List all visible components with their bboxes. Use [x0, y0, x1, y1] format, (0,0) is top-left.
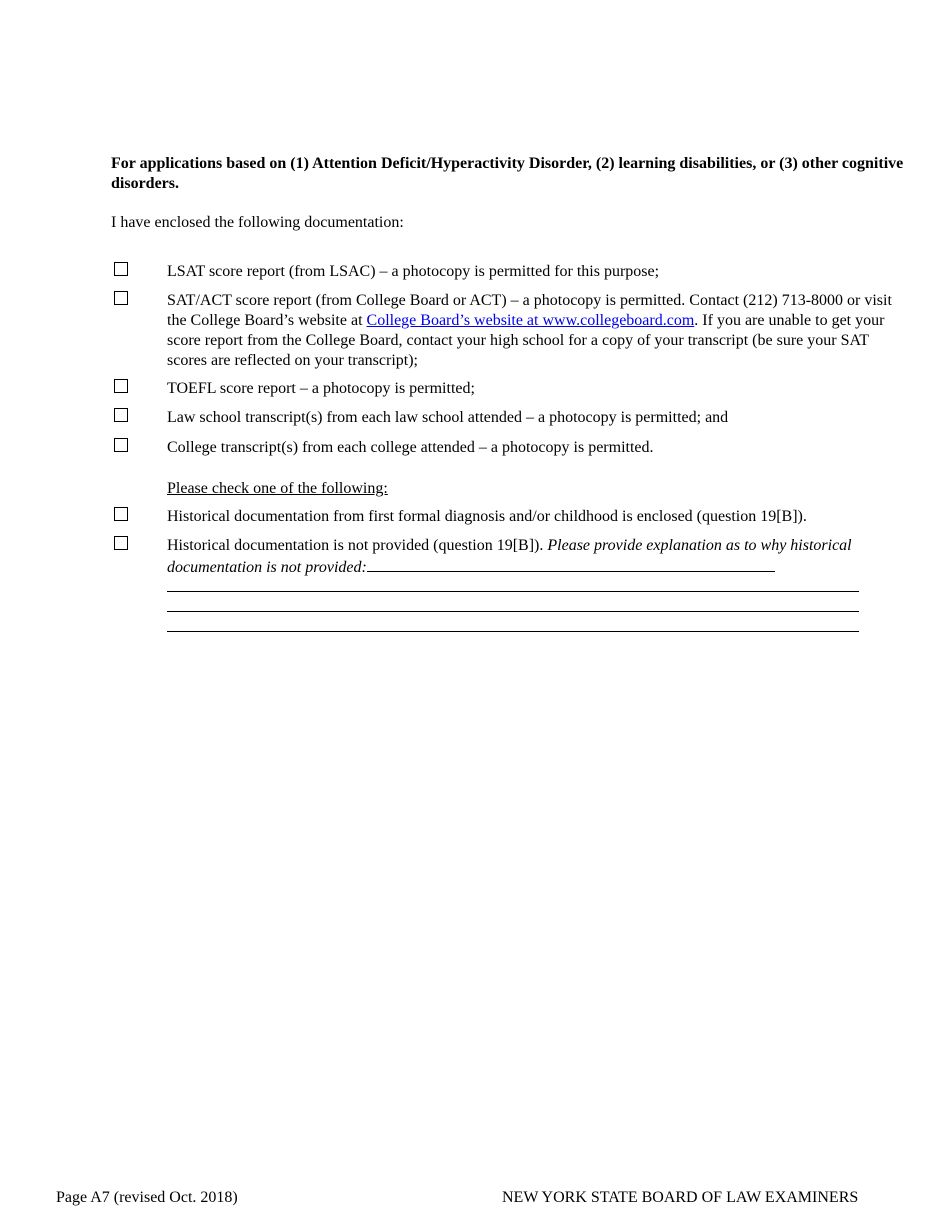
item-sat-act: [167, 291, 897, 371]
check-one-heading: Please check one of the following:: [167, 480, 388, 497]
footer-page-number: Page A7 (revised Oct. 2018): [56, 1189, 238, 1206]
item-college: College transcript(s) from each college attended – a photocopy is permitted.: [167, 439, 654, 456]
checkbox-historical-not-provided[interactable]: [114, 536, 128, 550]
explanation-prompt: Please provide explanation as to why historical documentation is not provided:: [167, 537, 852, 576]
sat-text-after-link: . If you are unable to get your score report from the College Board, contact your high school for a copy of your transcript (be sure your SAT scores are reflected on your transcript);: [167, 312, 885, 369]
explanation-line-4[interactable]: [167, 631, 859, 632]
explanation-line-2[interactable]: [167, 591, 859, 592]
checkbox-lsat[interactable]: [114, 262, 128, 276]
checkbox-sat-act[interactable]: [114, 291, 128, 305]
checkbox-college[interactable]: [114, 438, 128, 452]
explanation-line-3[interactable]: [167, 611, 859, 612]
checkbox-historical-enclosed[interactable]: [114, 507, 128, 521]
checkbox-toefl[interactable]: [114, 379, 128, 393]
intro-text: I have enclosed the following documentation:: [111, 214, 404, 231]
item-law-school: Law school transcript(s) from each law school attended – a photocopy is permitted; and: [167, 409, 729, 426]
item-toefl: TOEFL score report – a photocopy is permitted;: [167, 380, 475, 397]
sat-text-before-link: SAT/ACT score report (from College Board or ACT) – a photocopy is permitted. Contact (212) 713-8000 or visit the College Board’s website at: [167, 292, 892, 329]
not-provided-text: Historical documentation is not provided (question 19[B]).: [167, 537, 548, 554]
college-board-link[interactable]: College Board’s website at www.collegeboard.com: [366, 312, 695, 329]
item-lsat: LSAT score report (from LSAC) – a photocopy is permitted for this purpose;: [167, 263, 660, 280]
section-heading: For applications based on (1) Attention Deficit/Hyperactivity Disorder, (2) learning disabilities, or (3) other cognitive disorders.: [111, 155, 904, 192]
footer-organization: NEW YORK STATE BOARD OF LAW EXAMINERS: [502, 1189, 859, 1206]
item-historical-enclosed: Historical documentation from first formal diagnosis and/or childhood is enclosed (question 19[B]).: [167, 508, 807, 525]
item-historical-not-provided: [167, 536, 867, 578]
explanation-inline-blank[interactable]: [367, 556, 775, 572]
checkbox-law-school[interactable]: [114, 408, 128, 422]
